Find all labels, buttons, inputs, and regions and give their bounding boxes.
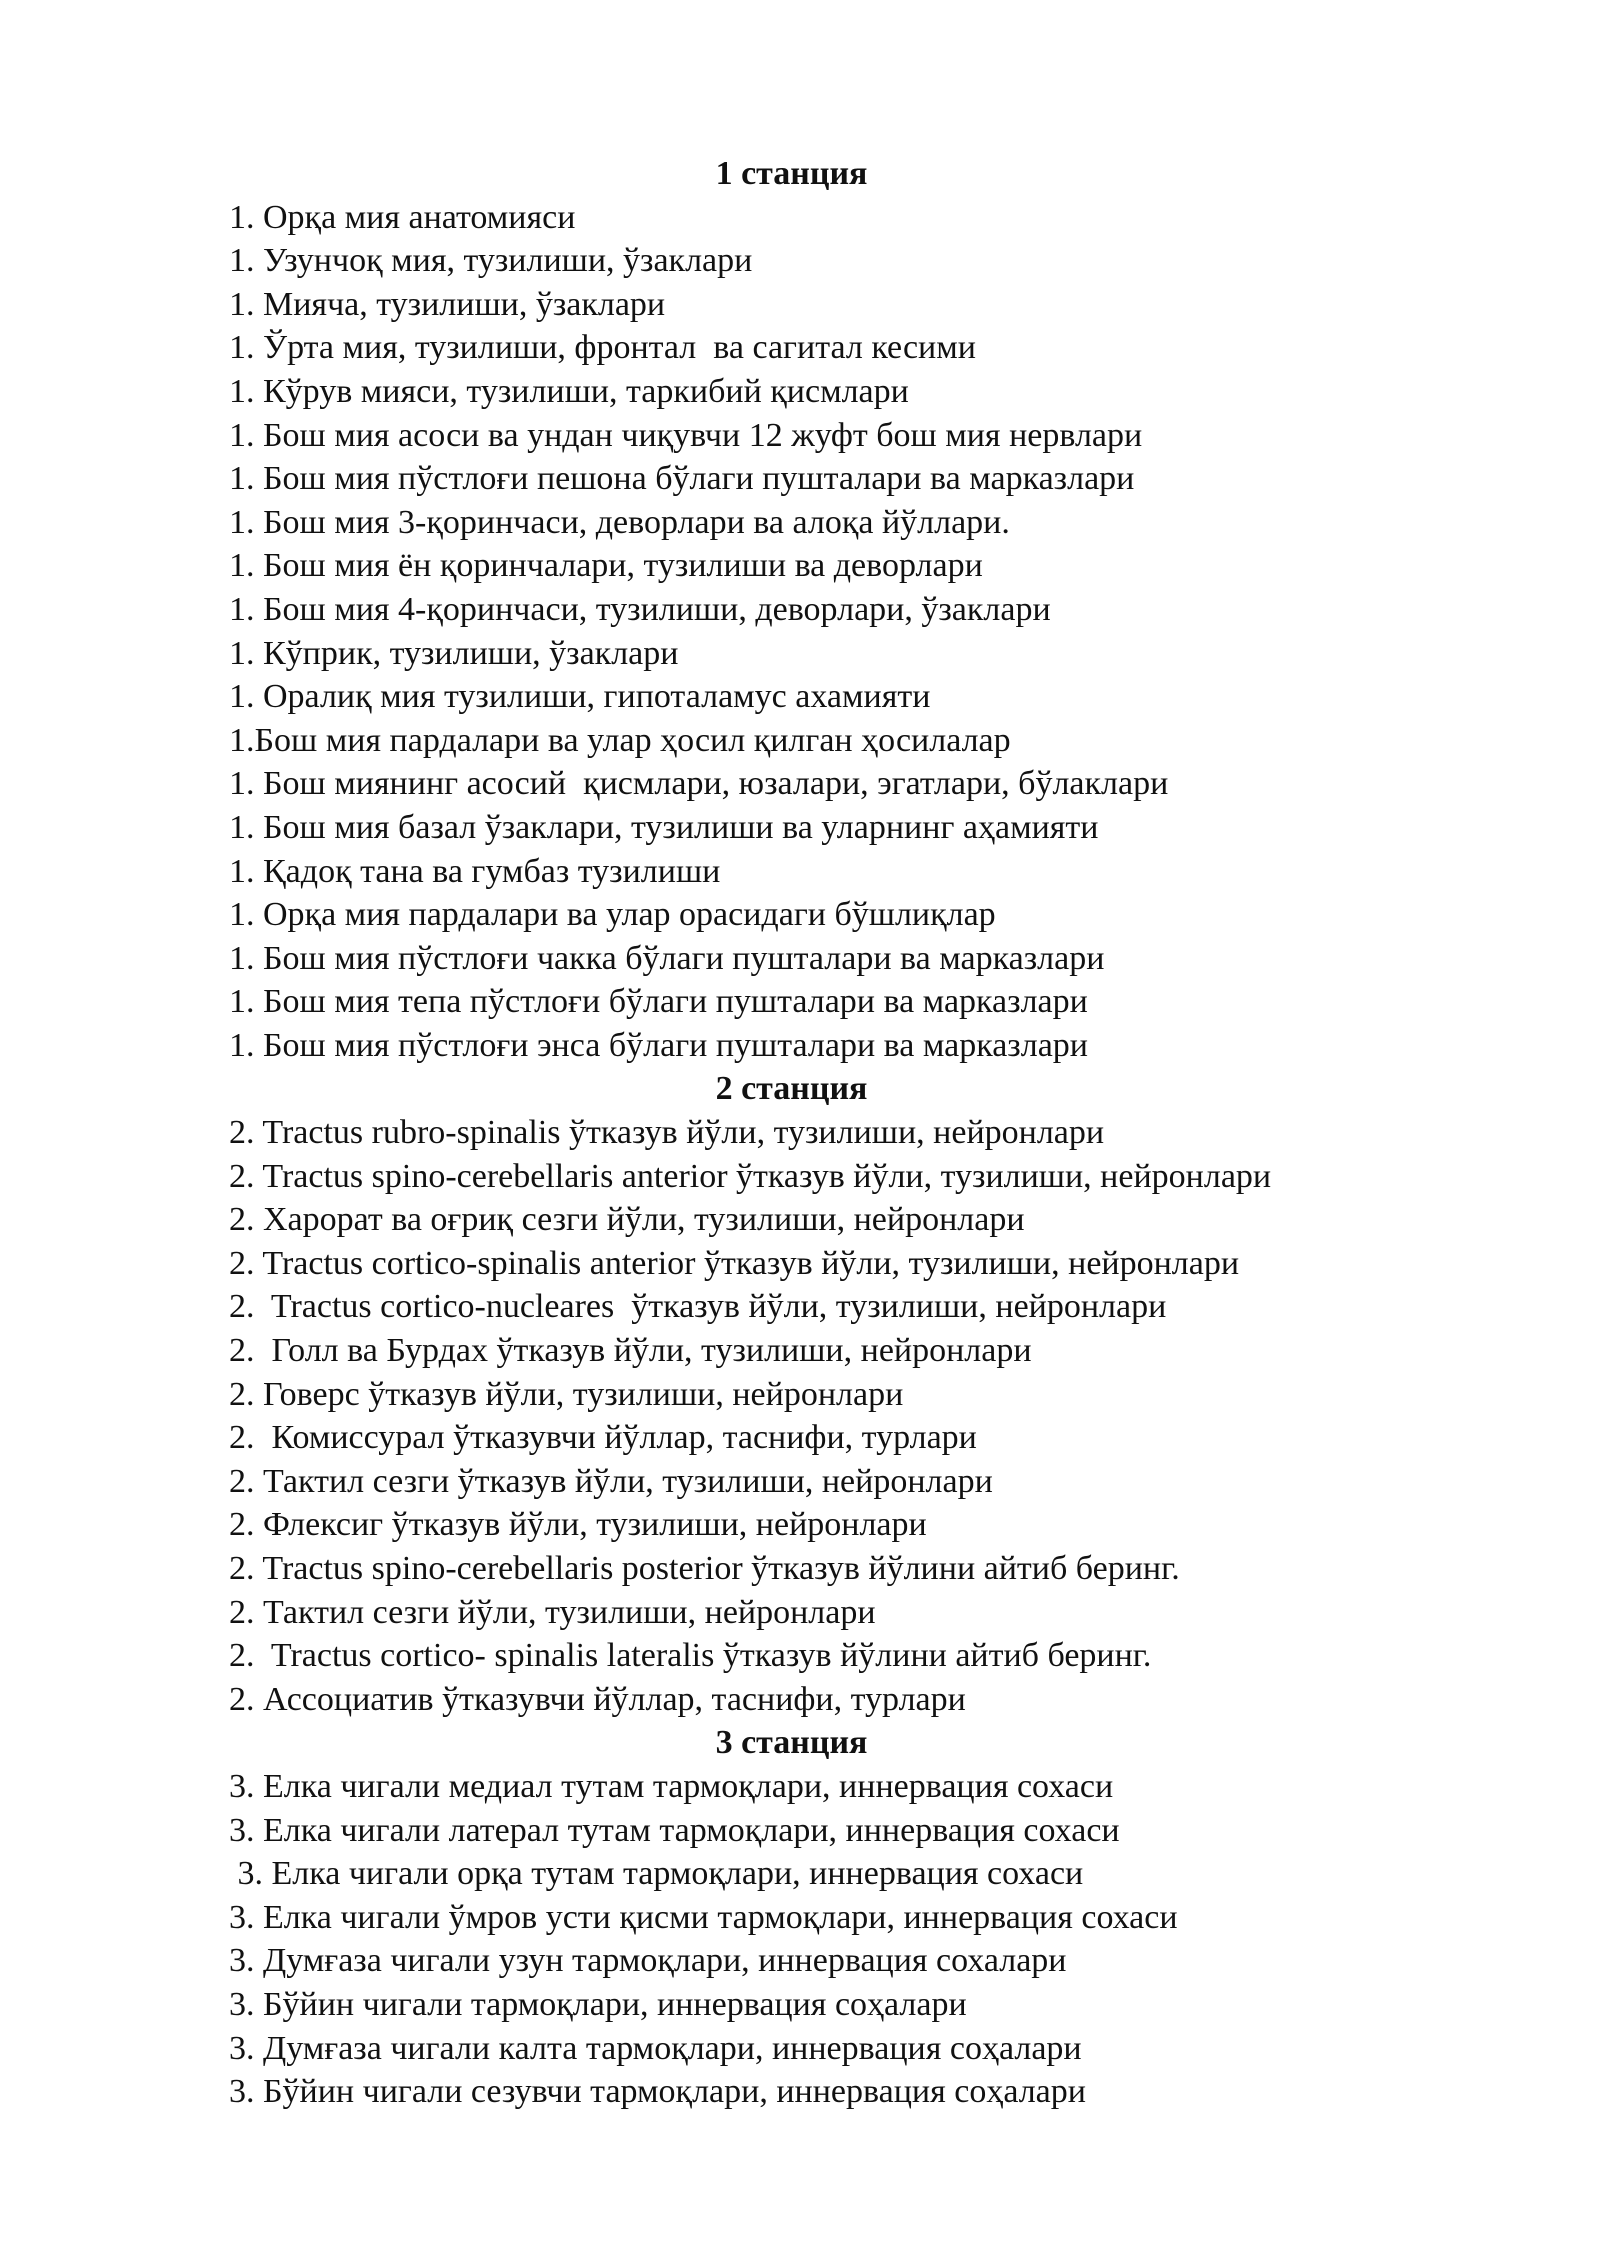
station-3-list-item: 3. Думғаза чигали калта тармоқлари, иннервация соҳалари <box>229 2029 1082 2067</box>
station-1-list-item: 1. Бош мия пўстлоғи энса бўлаги пушталари ва марказлари <box>229 1026 1088 1064</box>
station-1-list-item: 1. Бош мия 4-қоринчаси, тузилиши, деворлари, ўзаклари <box>229 590 1051 628</box>
station-3-list-item: 3. Бўйин чигали тармоқлари, иннервация соҳалари <box>229 1985 967 2023</box>
station-1-list-item: 1. Кўрув мияси, тузилиши, таркибий қисмлари <box>229 372 909 410</box>
station-2-heading: 2 станция <box>715 1070 868 1108</box>
station-2-list-item: 2. Tractus cortico-spinalis anterior ўтказув йўли, тузилиши, нейронлари <box>229 1244 1240 1282</box>
station-1-list-item: 1. Бош мия пўстлоғи чакка бўлаги пушталари ва марказлари <box>229 939 1105 977</box>
station-1-list-item: 1. Бош мия ён қоринчалари, тузилиши ва деворлари <box>229 547 983 585</box>
station-1-list-item: 1. Ўрта мия, тузилиши, фронтал ва сагитал кесими <box>229 329 976 367</box>
station-2-list-item: 2. Флексиг ўтказув йўли, тузилиши, нейронлари <box>229 1506 927 1544</box>
station-1-list-item: 1. Бош мия асоси ва ундан чиқувчи 12 жуфт бош мия нервлари <box>229 416 1143 454</box>
station-1-list-item: 1. Қадоқ тана ва гумбаз тузилиши <box>229 852 721 890</box>
station-1-heading: 1 станция <box>715 155 868 192</box>
station-3-list-item: 3. Елка чигали орқа тутам тармоқлари, иннервация сохаси <box>229 1855 1084 1893</box>
station-2-list-item: 2. Харорат ва оғриқ сезги йўли, тузилиши, нейронлари <box>229 1201 1025 1239</box>
station-1-list-item: 1. Бош миянинг асосий қисмлари, юзалари, эгатлари, бўлаклари <box>229 765 1169 803</box>
station-3-list-item: 3. Елка чигали латерал тутам тармоқлари, иннервация сохаси <box>229 1811 1120 1849</box>
station-1-list-item: 1. Бош мия 3-қоринчаси, деворлари ва алоқа йўллари. <box>229 503 1010 541</box>
station-3-list-item: 3. Думғаза чигали узун тармоқлари, иннервация сохалари <box>229 1942 1067 1980</box>
station-1-list-item: 1. Кўприк, тузилиши, ўзаклари <box>229 634 679 672</box>
station-3-list-item: 3. Елка чигали медиал тутам тармоқлари, иннервация сохаси <box>229 1767 1114 1805</box>
station-2-list-item: 2. Голл ва Бурдах ўтказув йўли, тузилиши, нейронлари <box>229 1332 1032 1370</box>
station-2-list-item: 2. Говерс ўтказув йўли, тузилиши, нейронлари <box>229 1375 904 1413</box>
station-2-list-item: 2. Tractus rubro-spinalis ўтказув йўли, тузилиши, нейронлари <box>229 1114 1105 1152</box>
station-3-heading: 3 станция <box>715 1724 868 1762</box>
station-2-list-item: 2. Тактил сезги йўли, тузилиши, нейронлари <box>229 1593 876 1631</box>
station-2-list-item: 2. Tractus spino-cerebellaris posterior ўтказув йўлини айтиб беринг. <box>229 1550 1180 1587</box>
station-1-list-item: 1. Оралиқ мия тузилиши, гипоталамус ахамияти <box>229 678 931 716</box>
station-1-list-item: 1. Бош мия тепа пўстлоғи бўлаги пушталари ва марказлари <box>229 983 1088 1021</box>
station-2-list-item: 2. Тактил сезги ўтказув йўли, тузилиши, нейронлари <box>229 1462 993 1500</box>
station-1-list-item: 1. Узунчоқ мия, тузилиши, ўзаклари <box>229 242 753 280</box>
station-2-list-item: 2. Tractus cortico- spinalis lateralis ўтказув йўлини айтиб беринг. <box>229 1637 1152 1675</box>
station-1-list-item: 1.Бош мия пардалари ва улар ҳосил қилган ҳосилалар <box>229 721 1011 759</box>
station-2-list-item: 2. Комиссурал ўтказувчи йўллар, таснифи, турлари <box>229 1419 977 1457</box>
station-1-list-item: 1. Бош мия пўстлоғи пешона бўлаги пушталари ва марказлари <box>229 460 1135 498</box>
station-1-list-item: 1. Бош мия базал ўзаклари, тузилиши ва уларнинг аҳамияти <box>229 808 1099 846</box>
station-2-list-item: 2. Tractus spino-cerebellaris anterior ўтказув йўли, тузилиши, нейронлари <box>229 1157 1272 1195</box>
station-1-list-item: 1. Орқа мия пардалари ва улар орасидаги бўшлиқлар <box>229 896 996 934</box>
station-3-list-item: 3. Бўйин чигали сезувчи тармоқлари, иннервация соҳалари <box>229 2073 1086 2111</box>
station-2-list-item: 2. Ассоциатив ўтказувчи йўллар, таснифи, турлари <box>229 1680 966 1718</box>
document-body <box>229 152 1479 2114</box>
station-3-list-item: 3. Елка чигали ўмров усти қисми тармоқлари, иннервация сохаси <box>229 1898 1178 1936</box>
station-1-list-item: 1. Мияча, тузилиши, ўзаклари <box>229 285 666 323</box>
station-2-list-item: 2. Tractus cortico-nucleares ўтказув йўли, тузилиши, нейронлари <box>229 1288 1167 1326</box>
station-1-list-item: 1. Орқа мия анатомияси <box>229 198 576 236</box>
